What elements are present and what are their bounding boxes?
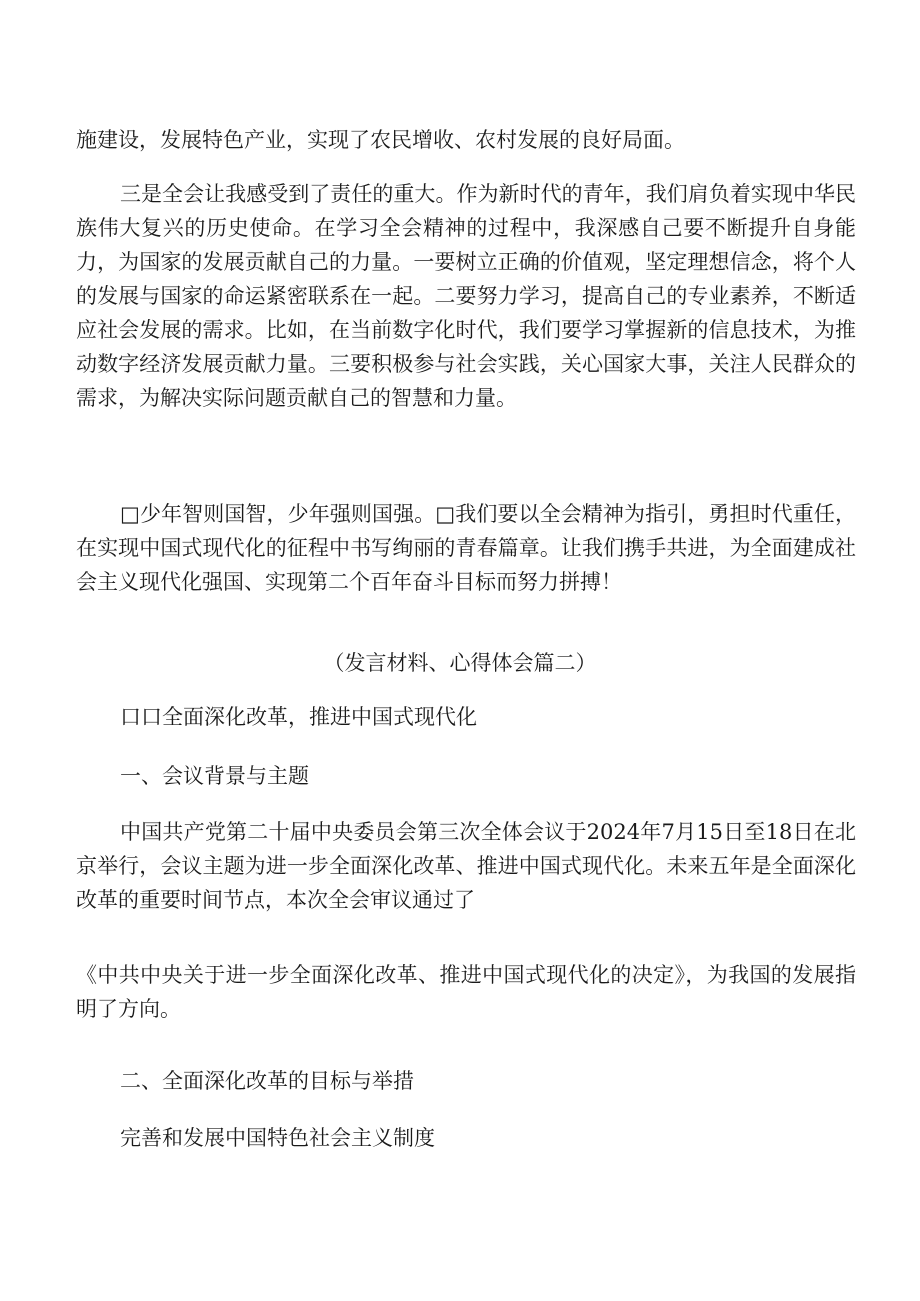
heading-reform-goals: 二、全面深化改革的目标与举措 xyxy=(120,1069,414,1093)
subtitle: 口口全面深化改革，推进中国式现代化 xyxy=(120,705,477,729)
paragraph-third-point: 三是全会让我感受到了责任的重大。作为新时代的青年，我们肩负着实现中华民族伟大复兴的历史使命。在学习全会精神的过程中，我深感自己要不断提升自身能力，为国家的发展贡献自己的力量。一要树立正确的价值观，坚定理想信念，将个人的发展与国家的命运紧密联系在一起。二要努力学习，提高自己的专业素养，不断适应社会发展的需求。比如，在当前数字化时代，我们要学习掌握新的信息技术，为推动数字经济发展贡献力量。三要积极参与社会实践，关心国家大事，关注人民群众的需求，为解决实际问题贡献自己的智慧和力量。 xyxy=(76,182,856,410)
paragraph-decision: 《中共中央关于进一步全面深化改革、推进中国式现代化的决定》，为我国的发展指明了方向。 xyxy=(76,963,856,1021)
heading-meeting-background: 一、会议背景与主题 xyxy=(120,764,309,788)
paragraph-meeting: 中国共产党第二十届中央委员会第三次全体会议于2024年7月15日至18日在北京举行，会议主题为进一步全面深化改革、推进中国式现代化。未来五年是全面深化改革的重要时间节点，本次全会审议通过了 xyxy=(76,820,856,912)
paragraph-closing: □少年智则国智，少年强则国强。□我们要以全会精神为指引，勇担时代重任，在实现中国式现代化的征程中书写绚丽的青春篇章。让我们携手共进，为全面建成社会主义现代化强国、实现第二个百年奋斗目标而努力拼搏！ xyxy=(76,502,856,594)
paragraph-last: 完善和发展中国特色社会主义制度 xyxy=(120,1126,435,1150)
paragraph-continuation: 施建设，发展特色产业，实现了农民增收、农村发展的良好局面。 xyxy=(76,128,685,152)
section-title: （发言材料、心得体会篇二） xyxy=(323,651,597,675)
